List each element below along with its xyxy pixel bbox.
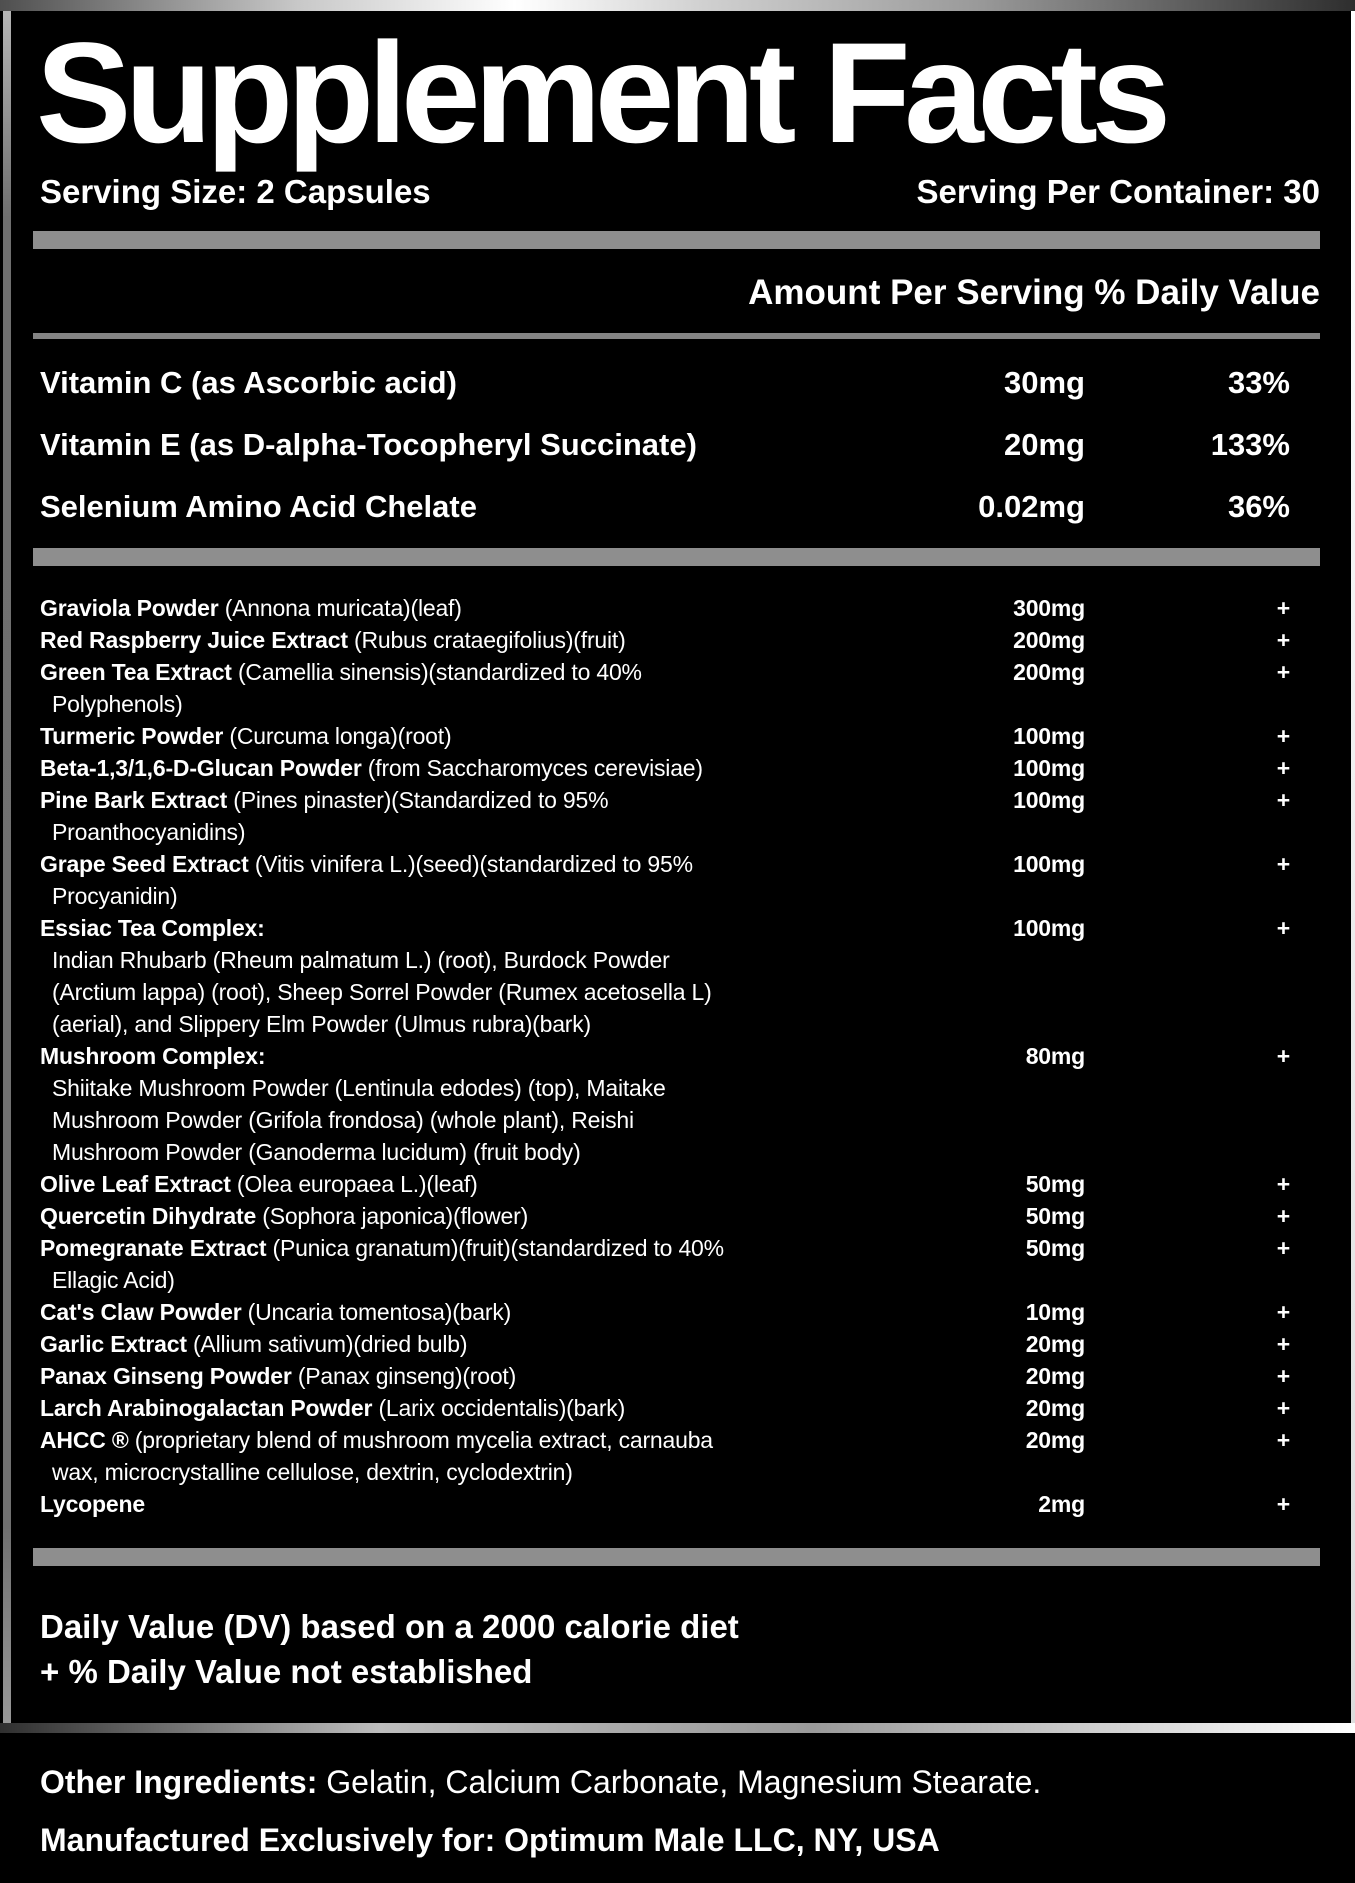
- ingredient-amount: 20mg: [1025, 1363, 1085, 1389]
- vitamin-amount: 20mg: [1004, 427, 1085, 462]
- other-ingredients-text: Gelatin, Calcium Carbonate, Magnesium Stearate.: [317, 1764, 1042, 1800]
- vitamin-amount: 30mg: [1004, 365, 1085, 400]
- ingredient-name: Pomegranate Extract (Punica granatum)(fruit)(standardized to 40%: [40, 1235, 724, 1261]
- ingredient-amount: 200mg: [1013, 659, 1085, 685]
- ingredient-continuation: Procyanidin): [52, 883, 178, 909]
- ingredient-amount: 20mg: [1025, 1331, 1085, 1357]
- plus-note: + % Daily Value not established: [40, 1653, 533, 1690]
- ingredient-list: [0, 592, 1355, 1520]
- ingredient-daily-value: +: [1276, 1395, 1290, 1421]
- vitamin-row: [0, 365, 1355, 401]
- ingredient-amount: 50mg: [1025, 1171, 1085, 1197]
- ingredient-row: [0, 1360, 1355, 1392]
- separator-bar: [33, 1548, 1320, 1566]
- ingredient-row: [0, 1328, 1355, 1360]
- serving-size-label: Serving Size: 2 Capsules: [40, 173, 431, 210]
- ingredient-daily-value: +: [1276, 1331, 1290, 1357]
- vitamin-amount: 0.02mg: [978, 489, 1085, 524]
- ingredient-continuation: Mushroom Powder (Grifola frondosa) (whole plant), Reishi: [52, 1107, 634, 1133]
- ingredient-daily-value: +: [1276, 1235, 1290, 1261]
- ingredient-name: Green Tea Extract (Camellia sinensis)(standardized to 40%: [40, 659, 642, 685]
- ingredient-continuation: Polyphenols): [52, 691, 183, 717]
- ingredient-row: [0, 1488, 1355, 1520]
- ingredient-row: [0, 656, 1355, 688]
- vitamin-daily-value: 133%: [1210, 427, 1290, 462]
- other-ingredients-line: [40, 1764, 1320, 1801]
- ingredient-continuation: (Arctium lappa) (root), Sheep Sorrel Powder (Rumex acetosella L): [52, 979, 712, 1005]
- ingredient-name: Turmeric Powder (Curcuma longa)(root): [40, 723, 452, 749]
- ingredient-name: Mushroom Complex:: [40, 1043, 266, 1069]
- ingredient-amount: 20mg: [1025, 1395, 1085, 1421]
- ingredient-daily-value: +: [1276, 659, 1290, 685]
- ingredient-amount: 100mg: [1013, 755, 1085, 781]
- thin-divider: [33, 333, 1320, 339]
- ingredient-amount: 50mg: [1025, 1203, 1085, 1229]
- ingredient-row: [0, 720, 1355, 752]
- ingredient-name: Panax Ginseng Powder (Panax ginseng)(root): [40, 1363, 517, 1389]
- ingredient-amount: 100mg: [1013, 787, 1085, 813]
- ingredient-daily-value: +: [1276, 1203, 1290, 1229]
- footnotes: [40, 1604, 1315, 1694]
- ingredient-daily-value: +: [1276, 915, 1290, 941]
- ingredient-amount: 20mg: [1025, 1427, 1085, 1453]
- other-ingredients-label: Other Ingredients:: [40, 1764, 318, 1800]
- ingredient-row: [0, 1296, 1355, 1328]
- ingredient-amount: 80mg: [1025, 1043, 1085, 1069]
- ingredient-name: Quercetin Dihydrate (Sophora japonica)(flower): [40, 1203, 529, 1229]
- ingredient-row: [0, 1200, 1355, 1232]
- vitamin-row: [0, 489, 1355, 525]
- vitamin-name: Vitamin C (as Ascorbic acid): [40, 365, 457, 400]
- ingredient-daily-value: +: [1276, 1427, 1290, 1453]
- ingredient-amount: 300mg: [1013, 595, 1085, 621]
- ingredient-name: Pine Bark Extract (Pines pinaster)(Standardized to 95%: [40, 787, 609, 813]
- ingredient-continuation: Mushroom Powder (Ganoderma lucidum) (fruit body): [52, 1139, 581, 1165]
- ingredient-row: [0, 912, 1355, 944]
- ingredient-name: AHCC ® (proprietary blend of mushroom mycelia extract, carnauba: [40, 1427, 713, 1453]
- ingredient-name: Beta-1,3/1,6-D-Glucan Powder (from Saccharomyces cerevisiae): [40, 755, 703, 781]
- serving-info-row: [40, 173, 1320, 211]
- ingredient-name: Cat's Claw Powder (Uncaria tomentosa)(bark): [40, 1299, 512, 1325]
- ingredient-amount: 50mg: [1025, 1235, 1085, 1261]
- ingredient-continuation: wax, microcrystalline cellulose, dextrin, cyclodextrin): [52, 1459, 573, 1485]
- vitamin-name: Vitamin E (as D-alpha-Tocopheryl Succinate): [40, 427, 697, 462]
- ingredient-row: [0, 624, 1355, 656]
- vitamin-row: [0, 427, 1355, 463]
- column-header: Amount Per Serving % Daily Value: [748, 273, 1320, 312]
- ingredient-daily-value: +: [1276, 1171, 1290, 1197]
- vitamin-daily-value: 36%: [1227, 489, 1290, 524]
- ingredient-row: [0, 848, 1355, 880]
- supplement-facts-panel: [0, 11, 1355, 1694]
- ingredient-daily-value: +: [1276, 851, 1290, 877]
- vitamin-name: Selenium Amino Acid Chelate: [40, 489, 477, 524]
- ingredient-row: [0, 1392, 1355, 1424]
- ingredient-row: [0, 1424, 1355, 1456]
- ingredient-amount: 100mg: [1013, 723, 1085, 749]
- ingredient-name: Larch Arabinogalactan Powder (Larix occidentalis)(bark): [40, 1395, 626, 1421]
- ingredient-daily-value: +: [1276, 1043, 1290, 1069]
- metallic-bottom-border: [0, 1723, 1355, 1733]
- ingredient-daily-value: +: [1276, 627, 1290, 653]
- ingredient-continuation: Indian Rhubarb (Rheum palmatum L.) (root), Burdock Powder: [52, 947, 670, 973]
- ingredient-name: Lycopene: [40, 1491, 145, 1517]
- ingredient-row: [0, 784, 1355, 816]
- ingredient-amount: 10mg: [1025, 1299, 1085, 1325]
- ingredient-amount: 200mg: [1013, 627, 1085, 653]
- ingredient-continuation: Proanthocyanidins): [52, 819, 246, 845]
- ingredient-continuation: Ellagic Acid): [52, 1267, 175, 1293]
- ingredient-name: Olive Leaf Extract (Olea europaea L.)(leaf): [40, 1171, 478, 1197]
- ingredient-name: Red Raspberry Juice Extract (Rubus crataegifolius)(fruit): [40, 627, 626, 653]
- ingredient-amount: 2mg: [1038, 1491, 1085, 1517]
- ingredient-daily-value: +: [1276, 1363, 1290, 1389]
- separator-bar: [33, 548, 1320, 566]
- manufactured-line: Manufactured Exclusively for: Optimum Male LLC, NY, USA: [40, 1822, 940, 1858]
- ingredient-row: [0, 1232, 1355, 1264]
- ingredient-daily-value: +: [1276, 595, 1290, 621]
- ingredient-row: [0, 752, 1355, 784]
- ingredient-name: Essiac Tea Complex:: [40, 915, 265, 941]
- ingredient-name: Garlic Extract (Allium sativum)(dried bulb): [40, 1331, 468, 1357]
- separator-bar: [33, 231, 1320, 249]
- metallic-top-border: [0, 0, 1355, 11]
- panel-title: Supplement Facts: [36, 14, 1165, 173]
- ingredient-row: [0, 1040, 1355, 1072]
- ingredient-row: [0, 592, 1355, 624]
- ingredient-name: Grape Seed Extract (Vitis vinifera L.)(seed)(standardized to 95%: [40, 851, 693, 877]
- servings-per-container-label: Serving Per Container: 30: [916, 173, 1320, 210]
- ingredient-daily-value: +: [1276, 723, 1290, 749]
- daily-value-note: Daily Value (DV) based on a 2000 calorie diet: [40, 1608, 739, 1645]
- ingredient-daily-value: +: [1276, 787, 1290, 813]
- ingredient-daily-value: +: [1276, 755, 1290, 781]
- ingredient-amount: 100mg: [1013, 851, 1085, 877]
- bottom-info: [40, 1764, 1320, 1859]
- ingredient-daily-value: +: [1276, 1299, 1290, 1325]
- ingredient-continuation: Shiitake Mushroom Powder (Lentinula edodes) (top), Maitake: [52, 1075, 666, 1101]
- ingredient-amount: 100mg: [1013, 915, 1085, 941]
- ingredient-continuation: (aerial), and Slippery Elm Powder (Ulmus rubra)(bark): [52, 1011, 592, 1037]
- vitamin-daily-value: 33%: [1227, 365, 1290, 400]
- ingredient-row: [0, 1168, 1355, 1200]
- ingredient-name: Graviola Powder (Annona muricata)(leaf): [40, 595, 462, 621]
- ingredient-daily-value: +: [1276, 1491, 1290, 1517]
